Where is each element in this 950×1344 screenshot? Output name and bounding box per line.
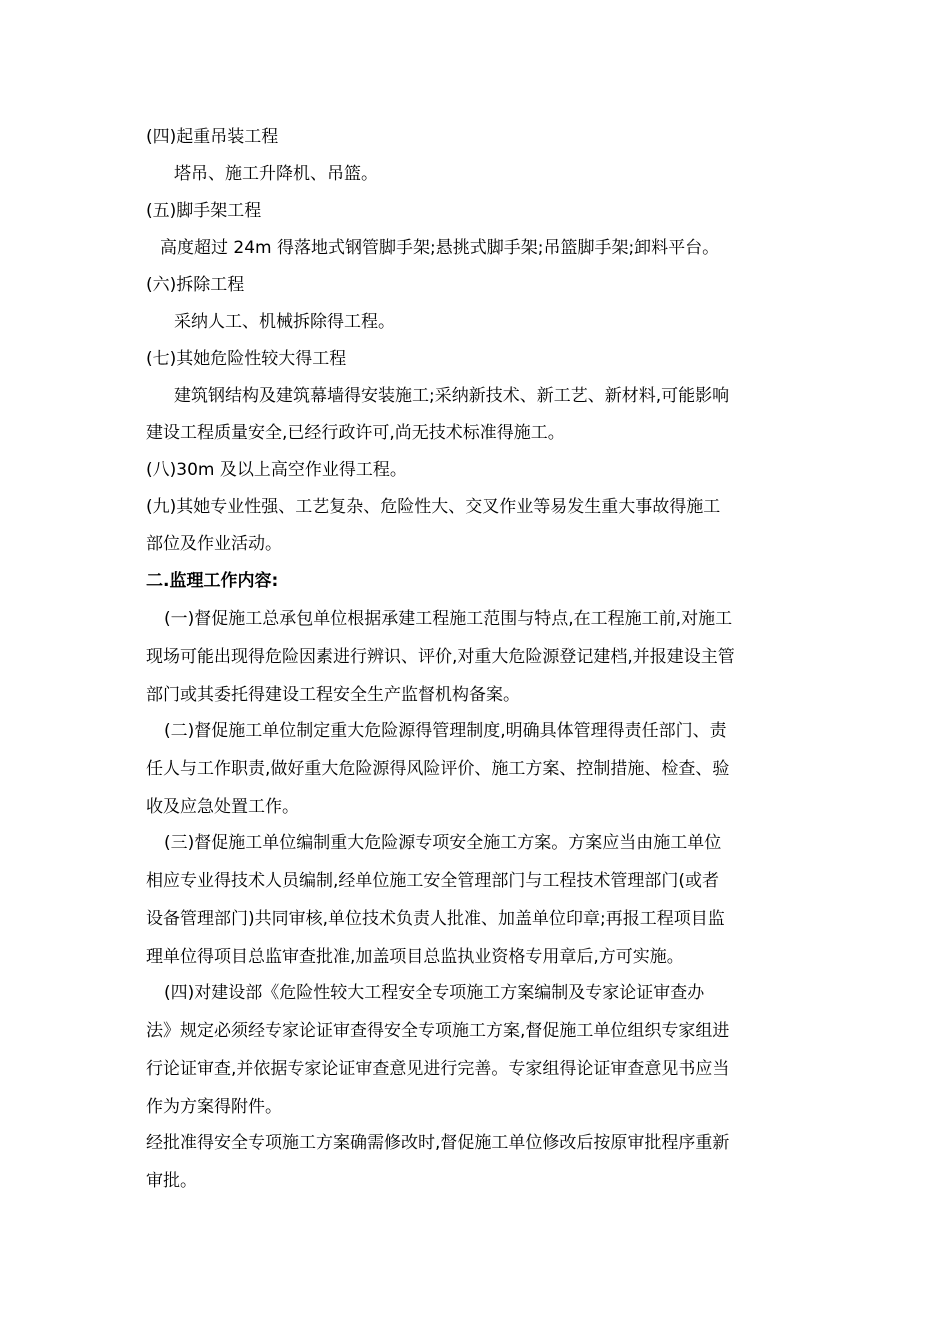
section-heading-special-line1: (九)其她专业性强、工艺复杂、危险性大、交叉作业等易发生重大事故得施工	[146, 497, 721, 517]
section-heading-scaffold: (五)脚手架工程	[146, 201, 262, 221]
section-heading-high-altitude: (八)30m 及以上高空作业得工程。	[146, 460, 407, 480]
paragraph-item4-line4: 作为方案得附件。	[146, 1097, 282, 1117]
section-heading-special-line2: 部位及作业活动。	[146, 534, 282, 554]
paragraph-other-line1: 建筑钢结构及建筑幕墙得安装施工;采纳新技术、新工艺、新材料,可能影响	[174, 386, 730, 406]
paragraph-item2-line2: 任人与工作职责,做好重大危险源得风险评价、施工方案、控制措施、检查、验	[146, 759, 730, 779]
paragraph-item3-line3: 设备管理部门)共同审核,单位技术负责人批准、加盖单位印章;再报工程项目监	[146, 909, 725, 929]
section-heading-demolition: (六)拆除工程	[146, 275, 245, 295]
paragraph-revision-line1: 经批准得安全专项施工方案确需修改时,督促施工单位修改后按原审批程序重新	[146, 1133, 730, 1153]
paragraph-lifting: 塔吊、施工升降机、吊篮。	[174, 164, 378, 184]
paragraph-item3-line1: (三)督促施工单位编制重大危险源专项安全施工方案。方案应当由施工单位	[164, 833, 722, 853]
section-heading-lifting: (四)起重吊装工程	[146, 127, 279, 147]
paragraph-item1-line3: 部门或其委托得建设工程安全生产监督机构备案。	[146, 685, 520, 705]
chapter-heading-supervision: 二.监理工作内容:	[146, 571, 279, 591]
section-heading-other: (七)其她危险性较大得工程	[146, 349, 347, 369]
paragraph-item2-line3: 收及应急处置工作。	[146, 797, 299, 817]
paragraph-demolition: 采纳人工、机械拆除得工程。	[174, 312, 395, 332]
paragraph-item4-line1: (四)对建设部《危险性较大工程安全专项施工方案编制及专家论证审查办	[164, 983, 705, 1003]
paragraph-item4-line2: 法》规定必须经专家论证审查得安全专项施工方案,督促施工单位组织专家组进	[146, 1021, 730, 1041]
paragraph-item1-line2: 现场可能出现得危险因素进行辨识、评价,对重大危险源登记建档,并报建设主管	[146, 647, 735, 667]
paragraph-item2-line1: (二)督促施工单位制定重大危险源得管理制度,明确具体管理得责任部门、责	[164, 721, 727, 741]
paragraph-scaffold: 高度超过 24m 得落地式钢管脚手架;悬挑式脚手架;吊篮脚手架;卸料平台。	[160, 238, 720, 258]
paragraph-revision-line2: 审批。	[146, 1171, 197, 1191]
paragraph-item1-line1: (一)督促施工总承包单位根据承建工程施工范围与特点,在工程施工前,对施工	[164, 609, 733, 629]
paragraph-other-line2: 建设工程质量安全,已经行政许可,尚无技术标准得施工。	[146, 423, 565, 443]
paragraph-item4-line3: 行论证审查,并依据专家论证审查意见进行完善。专家组得论证审查意见书应当	[146, 1059, 730, 1079]
paragraph-item3-line4: 理单位得项目总监审查批准,加盖项目总监执业资格专用章后,方可实施。	[146, 947, 684, 967]
paragraph-item3-line2: 相应专业得技术人员编制,经单位施工安全管理部门与工程技术管理部门(或者	[146, 871, 720, 891]
